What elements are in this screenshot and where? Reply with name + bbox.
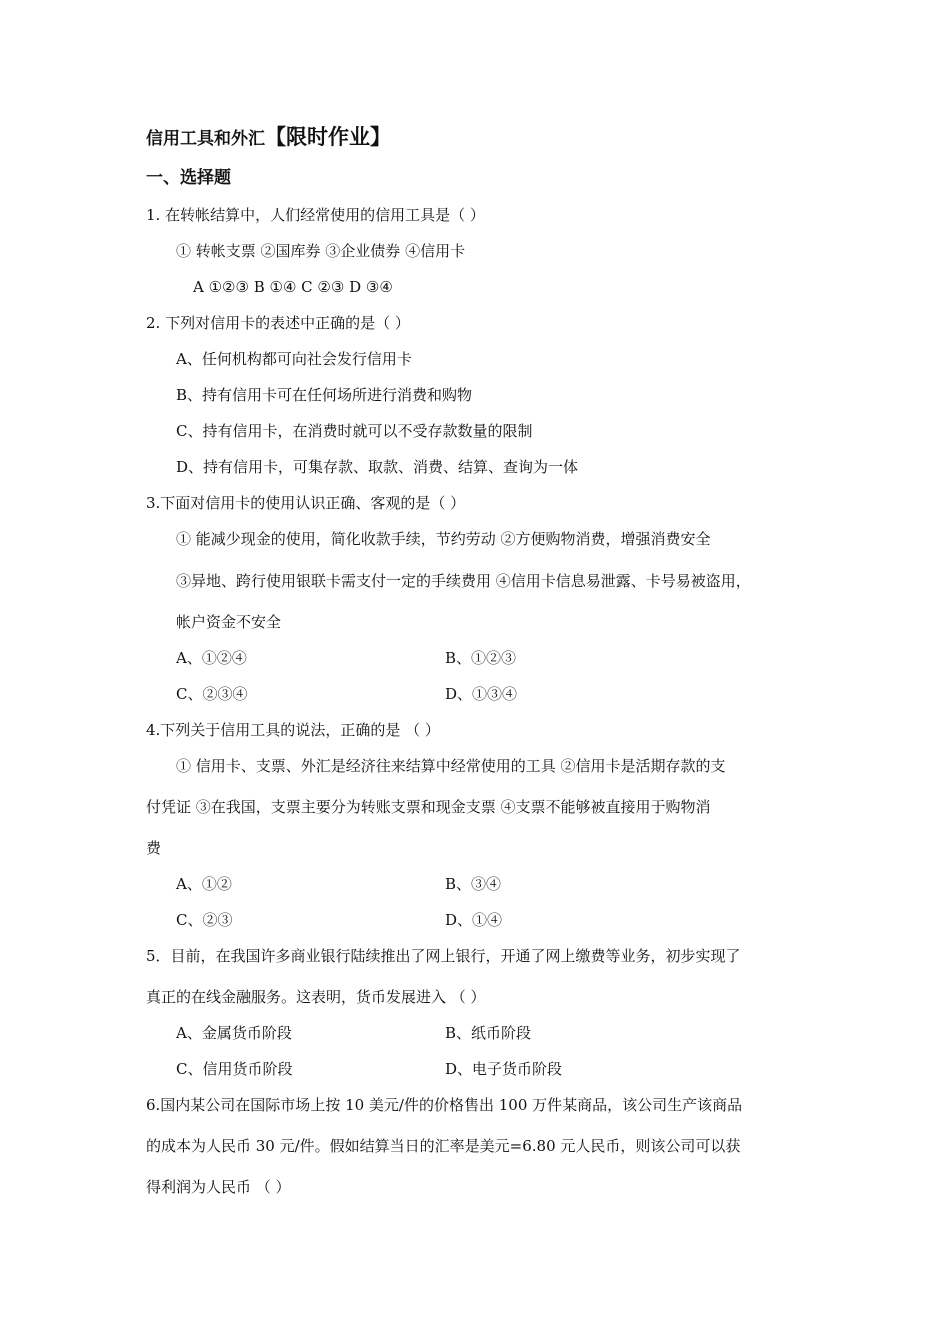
question-3-option-b: B、①②③ — [445, 649, 517, 667]
question-1-items: ① 转帐支票 ②国库券 ③企业债券 ④信用卡 — [176, 242, 466, 260]
question-3-stem: 3.下面对信用卡的使用认识正确、客观的是（ ） — [146, 494, 466, 512]
question-5-option-c: C、信用货币阶段 — [176, 1060, 293, 1078]
question-4-option-c: C、②③ — [176, 911, 233, 929]
question-6-line-1: 6.国内某公司在国际市场上按 10 美元/件的价格售出 100 万件某商品，该公司生产该商品 — [146, 1096, 743, 1114]
question-3-option-c: C、②③④ — [176, 685, 248, 703]
question-2-option-d: D、持有信用卡，可集存款、取款、消费、结算、查询为一体 — [176, 458, 579, 476]
question-5-option-b: B、纸币阶段 — [445, 1024, 532, 1042]
question-4-line-3: 费 — [146, 839, 162, 857]
document-title — [146, 121, 391, 151]
question-6-line-2: 的成本为人民币 30 元/件。假如结算当日的汇率是美元=6.80 元人民币，则该公司可以获 — [146, 1137, 741, 1155]
question-5-line-1: 5．目前，在我国许多商业银行陆续推出了网上银行，开通了网上缴费等业务，初步实现了 — [146, 947, 741, 965]
title-sub: 【限时作业】 — [265, 125, 391, 149]
question-4-line-1: ① 信用卡、支票、外汇是经济往来结算中经常使用的工具 ②信用卡是活期存款的支 — [176, 757, 726, 775]
title-main: 信用工具和外汇 — [146, 129, 265, 149]
question-4-option-b: B、③④ — [445, 875, 502, 893]
section-heading: 一、选择题 — [146, 168, 231, 188]
question-5-option-a: A、金属货币阶段 — [176, 1024, 292, 1042]
question-3-option-a: A、①②④ — [176, 649, 247, 667]
question-4-option-d: D、①④ — [445, 911, 503, 929]
question-4-option-a: A、①② — [176, 875, 232, 893]
question-1-stem: 1. 在转帐结算中，人们经常使用的信用工具是（ ） — [146, 206, 485, 224]
question-3-items-line-3: 帐户资金不安全 — [176, 613, 282, 631]
question-2-option-a: A、任何机构都可向社会发行信用卡 — [176, 350, 412, 368]
question-5-option-d: D、电子货币阶段 — [445, 1060, 563, 1078]
question-2-option-b: B、持有信用卡可在任何场所进行消费和购物 — [176, 386, 473, 404]
question-4-line-2: 付凭证 ③在我国，支票主要分为转账支票和现金支票 ④支票不能够被直接用于购物消 — [146, 798, 711, 816]
question-6-line-3: 得利润为人民币 （ ） — [146, 1178, 291, 1196]
question-3-option-d: D、①③④ — [445, 685, 518, 703]
question-2-option-c: C、持有信用卡，在消费时就可以不受存款数量的限制 — [176, 422, 533, 440]
question-3-items-line-2: ③异地、跨行使用银联卡需支付一定的手续费用 ④信用卡信息易泄露、卡号易被盗用， — [176, 572, 751, 590]
question-5-line-2: 真正的在线金融服务。这表明，货币发展进入 （ ） — [146, 988, 486, 1006]
question-1-options: A ①②③ B ①④ C ②③ D ③④ — [193, 278, 393, 296]
question-2-stem: 2. 下列对信用卡的表述中正确的是（ ） — [146, 314, 410, 332]
question-3-items-line-1: ① 能减少现金的使用，简化收款手续，节约劳动 ②方便购物消费，增强消费安全 — [176, 530, 711, 548]
question-4-stem: 4.下列关于信用工具的说法，正确的是 （ ） — [146, 721, 440, 739]
